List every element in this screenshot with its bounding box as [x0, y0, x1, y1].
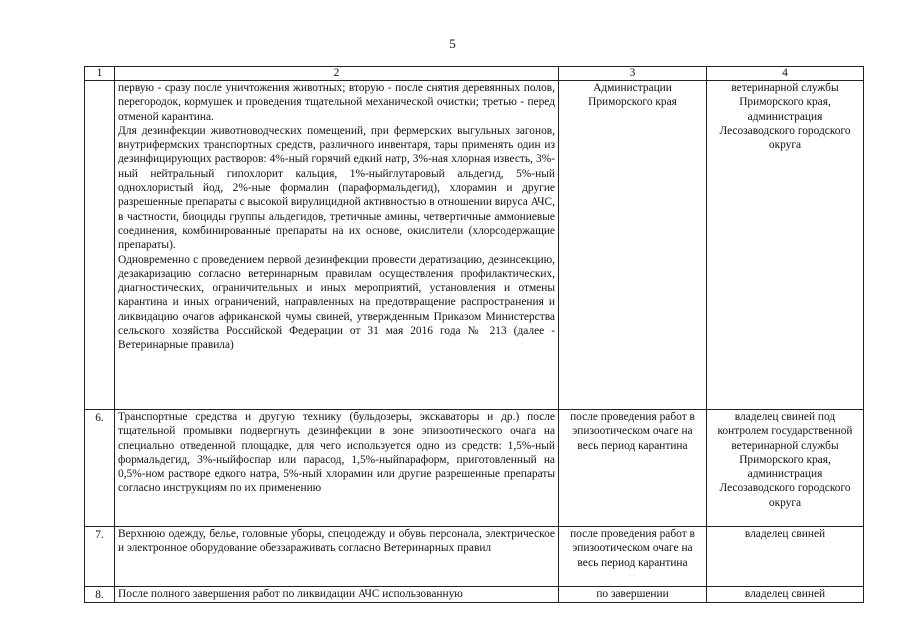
header-col-4: 4 [707, 67, 864, 81]
term-cell [559, 81, 707, 410]
table-row [85, 410, 864, 527]
row-number: 7. [85, 527, 115, 587]
term-text: по завершении [596, 588, 669, 600]
responsible-text: владелец свиней под контролем государственной ветеринарной службы Приморского края, администрация Лесозаводского городского округа [717, 411, 853, 509]
responsible-cell [707, 410, 864, 527]
measure-paragraph: первую - сразу после уничтожения животных; вторую - после снятия деревянных полов, перегородок, кормушек и проведения тщательной механической очистки; третью - перед отменой карантина. [118, 82, 555, 123]
row-number [85, 81, 115, 410]
measure-paragraph: Для дезинфекции животноводческих помещений, при фермерских выгульных загонов, внутрифермских транспортных средств, различного инвентаря, тары применять один из дезинфицирующих растворов: 4%-ный горячий едкий натр, 3%-ная хлорная известь, 3%-ный нейтральный гипохлорит кальция, 1%-ныйглутаровый альдегид, 5%-ный однохлористый йод, 2%-ные формалин (параформальдегид), хлорамин и другие разрешенные препараты с высокой вирулицидной активностью в отношении вируса АЧС, в частности, биоциды группы альдегидов, третичные амины, четвертичные аммониевые соединения, комбинированные препараты на их основе, окислители (хлорсодержащие препараты). [118, 124, 555, 252]
header-col-3: 3 [559, 67, 707, 81]
measure-text [115, 410, 559, 527]
header-col-1: 1 [85, 67, 115, 81]
responsible-cell [707, 587, 864, 603]
row-number: 8. [85, 587, 115, 603]
table-row [85, 587, 864, 603]
measure-text [115, 587, 559, 603]
responsible-cell [707, 527, 864, 587]
term-text: Администрации Приморского края [588, 82, 677, 109]
row-number: 6. [85, 410, 115, 527]
term-text: после проведения работ в эпизоотическом очаге на весь период карантина [570, 411, 695, 452]
measure-text [115, 527, 559, 587]
term-cell [559, 587, 707, 603]
responsible-text: ветеринарной службы Приморского края, администрация Лесозаводского городского округа [719, 82, 851, 152]
table-header-row [85, 67, 864, 81]
responsible-cell [707, 81, 864, 410]
responsible-text: владелец свиней [744, 528, 826, 540]
measures-table [84, 66, 864, 603]
measure-paragraph: Одновременно с проведением первой дезинфекции провести дератизацию, дезинсекцию, дезакаризацию согласно ветеринарным правилам осуществления профилактических, диагностических, ограничительных и иных мероприятий, установления и отмены карантина и иных ограничений, направленных на предотвращение распространения и ликвидацию очагов африканской чумы свиней, утвержденным Приказом Министерства сельского хозяйства Российской Федерации от 31 мая 2016 года № 213 (далее - Ветеринарные правила) [118, 253, 555, 352]
table-row [85, 81, 864, 410]
header-col-2: 2 [115, 67, 559, 81]
measure-text [115, 81, 559, 410]
table-row [85, 527, 864, 587]
responsible-text: владелец свиней [744, 588, 826, 600]
measure-paragraph: После полного завершения работ по ликвидации АЧС использованную [118, 588, 463, 600]
term-cell [559, 527, 707, 587]
measure-paragraph: Транспортные средства и другую технику (бульдозеры, экскаваторы и др.) после тщательной промывки подвергнуть дезинфекции в зоне эпизоотического очага на специально отведенной площадке, для чего используется одно из средств: 1,5%-ный формальдегид, 3%-ныйфоспар или парасод, 1,5%-ныйпараформ, приготовленный на 0,5%-ном растворе едкого натра, 5%-ный хлорамин или другие разрешенные препараты согласно инструкциям по их применению [118, 411, 555, 495]
page-number: 5 [449, 36, 456, 51]
term-cell [559, 410, 707, 527]
measure-paragraph: Верхнюю одежду, белье, головные уборы, спецодежду и обувь персонала, электрическое и электронное оборудование обеззараживать согласно Ветеринарных правил [118, 528, 555, 555]
term-text: после проведения работ в эпизоотическом очаге на весь период карантина [570, 528, 695, 569]
